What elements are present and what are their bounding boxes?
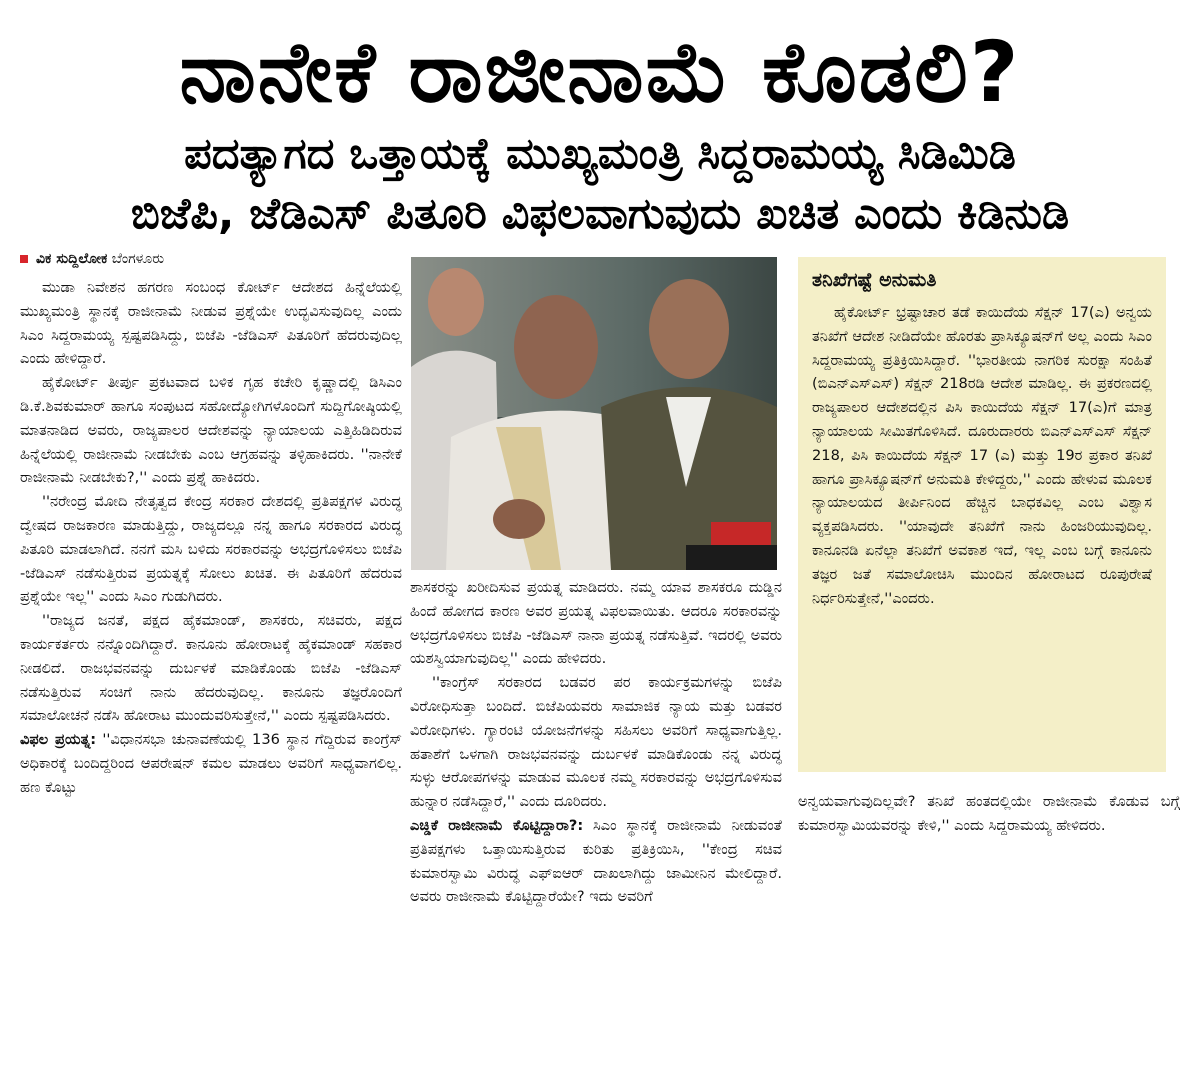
- paragraph: ಅನ್ವಯವಾಗುವುದಿಲ್ಲವೇ? ತನಿಖೆ ಹಂತದಲ್ಲಿಯೇ ರಾಜೀನಾಮೆ ಕೊಡುವ ಬಗ್ಗೆ ಕುಮಾರಸ್ವಾಮಿಯವರನ್ನು ಕೇಳಿ,'' ಎಂದು ಸಿದ್ದರಾಮಯ್ಯ ಹೇಳಿದರು.: [798, 793, 1180, 834]
- paragraph: [20, 728, 402, 799]
- byline-place: ಬೆಂಗಳೂರು: [111, 251, 165, 267]
- byline: [20, 248, 400, 270]
- paragraph-text: ಸಿಎಂ ಸ್ಥಾನಕ್ಕೆ ರಾಜೀನಾಮೆ ನೀಡುವಂತೆ ಪ್ರತಿಪಕ್ಷಗಳು ಒತ್ತಾಯಿಸುತ್ತಿರುವ ಕುರಿತು ಪ್ರತಿಕ್ರಿಯಿಸಿ, ''ಕೇಂದ್ರ ಸಚಿವ ಕುಮಾರಸ್ವಾಮಿ ವಿರುದ್ಧ ಎಫ್ಐಆರ್ ದಾಖಲಾಗಿದ್ದು ಜಾಮೀನಿನ ಮೇಲಿದ್ದಾರೆ. ಅವರು ರಾಜೀನಾಮೆ ಕೊಟ್ಟಿದ್ದಾರೆಯೇ? ಇದು ಅವರಿಗೆ: [410, 816, 782, 906]
- sidebar-box-body: [812, 301, 1152, 610]
- paragraph: ಮುಡಾ ನಿವೇಶನ ಹಗರಣ ಸಂಬಂಧ ಕೋರ್ಟ್ ಆದೇಶದ ಹಿನ್ನೆಲೆಯಲ್ಲಿ ಮುಖ್ಯಮಂತ್ರಿ ಸ್ಥಾನಕ್ಕೆ ರಾಜೀನಾಮೆ ನೀಡುವ ಪ್ರಶ್ನೆಯೇ ಉದ್ಭವಿಸುವುದಿಲ್ಲ ಎಂದು ಸಿಎಂ ಸಿದ್ದರಾಮಯ್ಯ ಸ್ಪಷ್ಟಪಡಿಸಿದ್ದು, ಬಿಜೆಪಿ -ಜೆಡಿಎಸ್ ಪಿತೂರಿಗೆ ಹೆದರುವುದಿಲ್ಲ ಎಂದು ಹೇಳಿದ್ದಾರೆ.: [20, 279, 402, 368]
- sidebar-box-title: ತನಿಖೆಗಷ್ಟೆ ಅನುಮತಿ: [812, 269, 937, 291]
- news-photo: [411, 257, 777, 570]
- article-column-2: [410, 576, 782, 1076]
- paragraph: [410, 814, 782, 909]
- byline-brand: ವಿಕ ಸುದ್ದಿಲೋಕ: [36, 251, 108, 267]
- paragraph: ಹೈಕೋರ್ಟ್ ತೀರ್ಪು ಪ್ರಕಟವಾದ ಬಳಿಕ ಗೃಹ ಕಚೇರಿ ಕೃಷ್ಣಾದಲ್ಲಿ ಡಿಸಿಎಂ ಡಿ.ಕೆ.ಶಿವಕುಮಾರ್ ಹಾಗೂ ಸಂಪುಟದ ಸಹೋದ್ಯೋಗಿಗಳೊಂದಿಗೆ ಸುದ್ದಿಗೋಷ್ಠಿಯಲ್ಲಿ ಮಾತನಾಡಿದ ಅವರು, ರಾಜ್ಯಪಾಲರ ಆದೇಶವನ್ನು ನ್ಯಾಯಾಲಯ ಎತ್ತಿಹಿಡಿದಿರುವ ಹಿನ್ನೆಲೆಯಲ್ಲಿ ರಾಜೀನಾಮೆ ನೀಡಬೇಕು ಎಂಬ ಆಗ್ರಹವನ್ನು ತಳ್ಳಿಹಾಕಿದರು. ''ನಾನೇಕೆ ರಾಜೀನಾಮೆ ನೀಡಬೇಕು?,'' ಎಂದು ಪ್ರಶ್ನೆ ಹಾಕಿದರು.: [20, 374, 402, 487]
- byline-square-icon: [20, 255, 28, 263]
- subheadline-2: ಬಿಜೆಪಿ, ಜೆಡಿಎಸ್ ಪಿತೂರಿ ವಿಫಲವಾಗುವುದು ಖಚಿತ ಎಂದು ಕಿಡಿನುಡಿ: [130, 189, 1070, 239]
- sidebar-box: [798, 257, 1166, 772]
- paragraph: ''ರಾಜ್ಯದ ಜನತೆ, ಪಕ್ಷದ ಹೈಕಮಾಂಡ್, ಶಾಸಕರು, ಸಚಿವರು, ಪಕ್ಷದ ಕಾರ್ಯಕರ್ತರು ನನ್ನೊಂದಿಗಿದ್ದಾರೆ. ಕಾನೂನು ಹೋರಾಟಕ್ಕೆ ಹೈಕಮಾಂಡ್ ಸಹಕಾರ ನೀಡಲಿದೆ. ರಾಜಭವನವನ್ನು ದುರ್ಬಳಕೆ ಮಾಡಿಕೊಂಡು ಬಿಜೆಪಿ -ಜೆಡಿಎಸ್ ನಡೆಸುತ್ತಿರುವ ಸಂಚಿಗೆ ನಾನು ಹೆದರುವುದಿಲ್ಲ. ಕಾನೂನು ತಜ್ಞರೊಂದಿಗೆ ಸಮಾಲೋಚನೆ ನಡೆಸಿ ಹೋರಾಟ ಮುಂದುವರಿಸುತ್ತೇನೆ,'' ಎಂದು ಸ್ಪಷ್ಟಪಡಿಸಿದರು.: [20, 612, 402, 725]
- subhead-lead: ವಿಫಲ ಪ್ರಯತ್ನ:: [20, 731, 97, 749]
- paragraph-text: ''ವಿಧಾನಸಭಾ ಚುನಾವಣೆಯಲ್ಲಿ 136 ಸ್ಥಾನ ಗೆದ್ದಿರುವ ಕಾಂಗ್ರೆಸ್ ಅಧಿಕಾರಕ್ಕೆ ಬಂದಿದ್ದರಿಂದ ಆಪರೇಷನ್ ಕಮಲ ಮಾಡಲು ಅವರಿಗೆ ಸಾಧ್ಯವಾಗಲಿಲ್ಲ. ಹಣ ಕೊಟ್ಟು: [20, 731, 402, 796]
- article-column-1: [20, 276, 402, 1076]
- article-column-3: [798, 790, 1180, 880]
- paragraph: ಹೈಕೋರ್ಟ್ ಭ್ರಷ್ಟಾಚಾರ ತಡೆ ಕಾಯಿದೆಯ ಸೆಕ್ಷನ್ 17(ಎ) ಅನ್ವಯ ತನಿಖೆಗೆ ಆದೇಶ ನೀಡಿದೆಯೇ ಹೊರತು ಪ್ರಾಸಿಕ್ಯೂಷನ್‌ಗೆ ಅಲ್ಲ ಎಂದು ಸಿಎಂ ಸಿದ್ದರಾಮಯ್ಯ ಪ್ರತಿಕ್ರಿಯಿಸಿದ್ದಾರೆ. ''ಭಾರತೀಯ ನಾಗರಿಕ ಸುರಕ್ಷಾ ಸಂಹಿತೆ (ಬಿಎನ್ಎಸ್ಎಸ್) ಸೆಕ್ಷನ್ 218ರಡಿ ಆದೇಶ ಮಾಡಿಲ್ಲ. ಈ ಪ್ರಕರಣದಲ್ಲಿ ರಾಜ್ಯಪಾಲರ ಆದೇಶದಲ್ಲಿನ ಪಿಸಿ ಕಾಯಿದೆಯ ಸೆಕ್ಷನ್ 17(ಎ)ಗೆ ಮಾತ್ರ ನ್ಯಾಯಾಲಯ ಸೀಮಿತಗೊಳಿಸಿದೆ. ದೂರುದಾರರು ಬಿಎನ್ಎಸ್ಎಸ್ ಸೆಕ್ಷನ್ 218, ಪಿಸಿ ಕಾಯಿದೆಯ ಸೆಕ್ಷನ್ 17 (ಎ) ಮತ್ತು 19ರ ಪ್ರಕಾರ ತನಿಖೆ ಹಾಗೂ ಪ್ರಾಸಿಕ್ಯೂಷನ್‌ಗೆ ಅನುಮತಿ ಕೇಳಿದ್ದರು,'' ಎಂದು ಹೇಳುವ ಮೂಲಕ ನ್ಯಾಯಾಲಯದ ತೀರ್ಪಿನಿಂದ ಹೆಚ್ಚಿನ ಬಾಧಕವಿಲ್ಲ ಎಂಬ ವಿಶ್ವಾಸ ವ್ಯಕ್ತಪಡಿಸಿದರು. ''ಯಾವುದೇ ತನಿಖೆಗೆ ನಾನು ಹಿಂಜರಿಯುವುದಿಲ್ಲ. ಕಾನೂನಡಿ ಏನೆಲ್ಲಾ ತನಿಖೆಗೆ ಅವಕಾಶ ಇದೆ, ಇಲ್ಲ ಎಂಬ ಬಗ್ಗೆ ಕಾನೂನು ತಜ್ಞರ ಜತೆ ಸಮಾಲೋಚಿಸಿ ಮುಂದಿನ ಹೋರಾಟದ ರೂಪುರೇಷೆ ನಿರ್ಧರಿಸುತ್ತೇನೆ,''ಎಂದರು.: [812, 304, 1152, 607]
- paragraph: ''ಕಾಂಗ್ರೆಸ್ ಸರಕಾರದ ಬಡವರ ಪರ ಕಾರ್ಯಕ್ರಮಗಳನ್ನು ಬಿಜೆಪಿ ವಿರೋಧಿಸುತ್ತಾ ಬಂದಿದೆ. ಬಿಜೆಪಿಯವರು ಸಾಮಾಜಿಕ ನ್ಯಾಯ ಮತ್ತು ಬಡವರ ವಿರೋಧಿಗಳು. ಗ್ಯಾರಂಟಿ ಯೋಜನೆಗಳನ್ನು ಸಹಿಸಲು ಅವರಿಗೆ ಸಾಧ್ಯವಾಗುತ್ತಿಲ್ಲ. ಹತಾಶೆಗೆ ಒಳಗಾಗಿ ರಾಜಭವನವನ್ನು ದುರ್ಬಳಕೆ ಮಾಡಿಕೊಂಡು ನನ್ನ ವಿರುದ್ಧ ಸುಳ್ಳು ಆರೋಪಗಳನ್ನು ಮಾಡುವ ಮೂಲಕ ನಮ್ಮ ಸರಕಾರವನ್ನು ಅಭದ್ರಗೊಳಿಸುವ ಹುನ್ನಾರ ನಡೆಸಿದ್ದಾರೆ,'' ಎಂದು ದೂರಿದರು.: [410, 674, 782, 811]
- paragraph: ''ನರೇಂದ್ರ ಮೋದಿ ನೇತೃತ್ವದ ಕೇಂದ್ರ ಸರಕಾರ ದೇಶದಲ್ಲಿ ಪ್ರತಿಪಕ್ಷಗಳ ವಿರುದ್ಧ ದ್ವೇಷದ ರಾಜಕಾರಣ ಮಾಡುತ್ತಿದ್ದು, ರಾಜ್ಯದಲ್ಲೂ ನನ್ನ ಹಾಗೂ ಸರಕಾರದ ವಿರುದ್ಧ ಪಿತೂರಿ ಮಾಡಲಾಗಿದೆ. ನನಗೆ ಮಸಿ ಬಳಿದು ಸರಕಾರವನ್ನು ಅಭದ್ರಗೊಳಿಸಲು ಬಿಜೆಪಿ -ಜೆಡಿಎಸ್ ನಡೆಸುತ್ತಿರುವ ಪ್ರಯತ್ನಕ್ಕೆ ಸೋಲು ಖಚಿತ. ಈ ಪಿತೂರಿಗೆ ಹೆದರುವ ಪ್ರಶ್ನೆಯೇ ಇಲ್ಲ'' ಎಂದು ಸಿಎಂ ಗುಡುಗಿದರು.: [20, 493, 402, 606]
- headline: ನಾನೇಕೆ ರಾಜೀನಾಮೆ ಕೊಡಲಿ?: [179, 23, 1021, 121]
- paragraph: ಶಾಸಕರನ್ನು ಖರೀದಿಸುವ ಪ್ರಯತ್ನ ಮಾಡಿದರು. ನಮ್ಮ ಯಾವ ಶಾಸಕರೂ ದುಡ್ಡಿನ ಹಿಂದೆ ಹೋಗದ ಕಾರಣ ಅವರ ಪ್ರಯತ್ನ ವಿಫಲವಾಯಿತು. ಆದರೂ ಸರಕಾರವನ್ನು ಅಭದ್ರಗೊಳಿಸಲು ಬಿಜೆಪಿ -ಜೆಡಿಎಸ್ ನಾನಾ ಪ್ರಯತ್ನ ನಡೆಸುತ್ತಿವೆ. ಇದರಲ್ಲಿ ಅವರು ಯಶಸ್ವಿಯಾಗುವುದಿಲ್ಲ'' ಎಂದು ಹೇಳಿದರು.: [410, 579, 782, 668]
- subhead-lead: ಎಚ್ಡಿಕೆ ರಾಜೀನಾಮೆ ಕೊಟ್ಟಿದ್ದಾರಾ?:: [410, 816, 584, 834]
- subheadline-1: ಪದತ್ಯಾಗದ ಒತ್ತಾಯಕ್ಕೆ ಮುಖ್ಯಮಂತ್ರಿ ಸಿದ್ದರಾಮಯ್ಯ ಸಿಡಿಮಿಡಿ: [184, 129, 1016, 179]
